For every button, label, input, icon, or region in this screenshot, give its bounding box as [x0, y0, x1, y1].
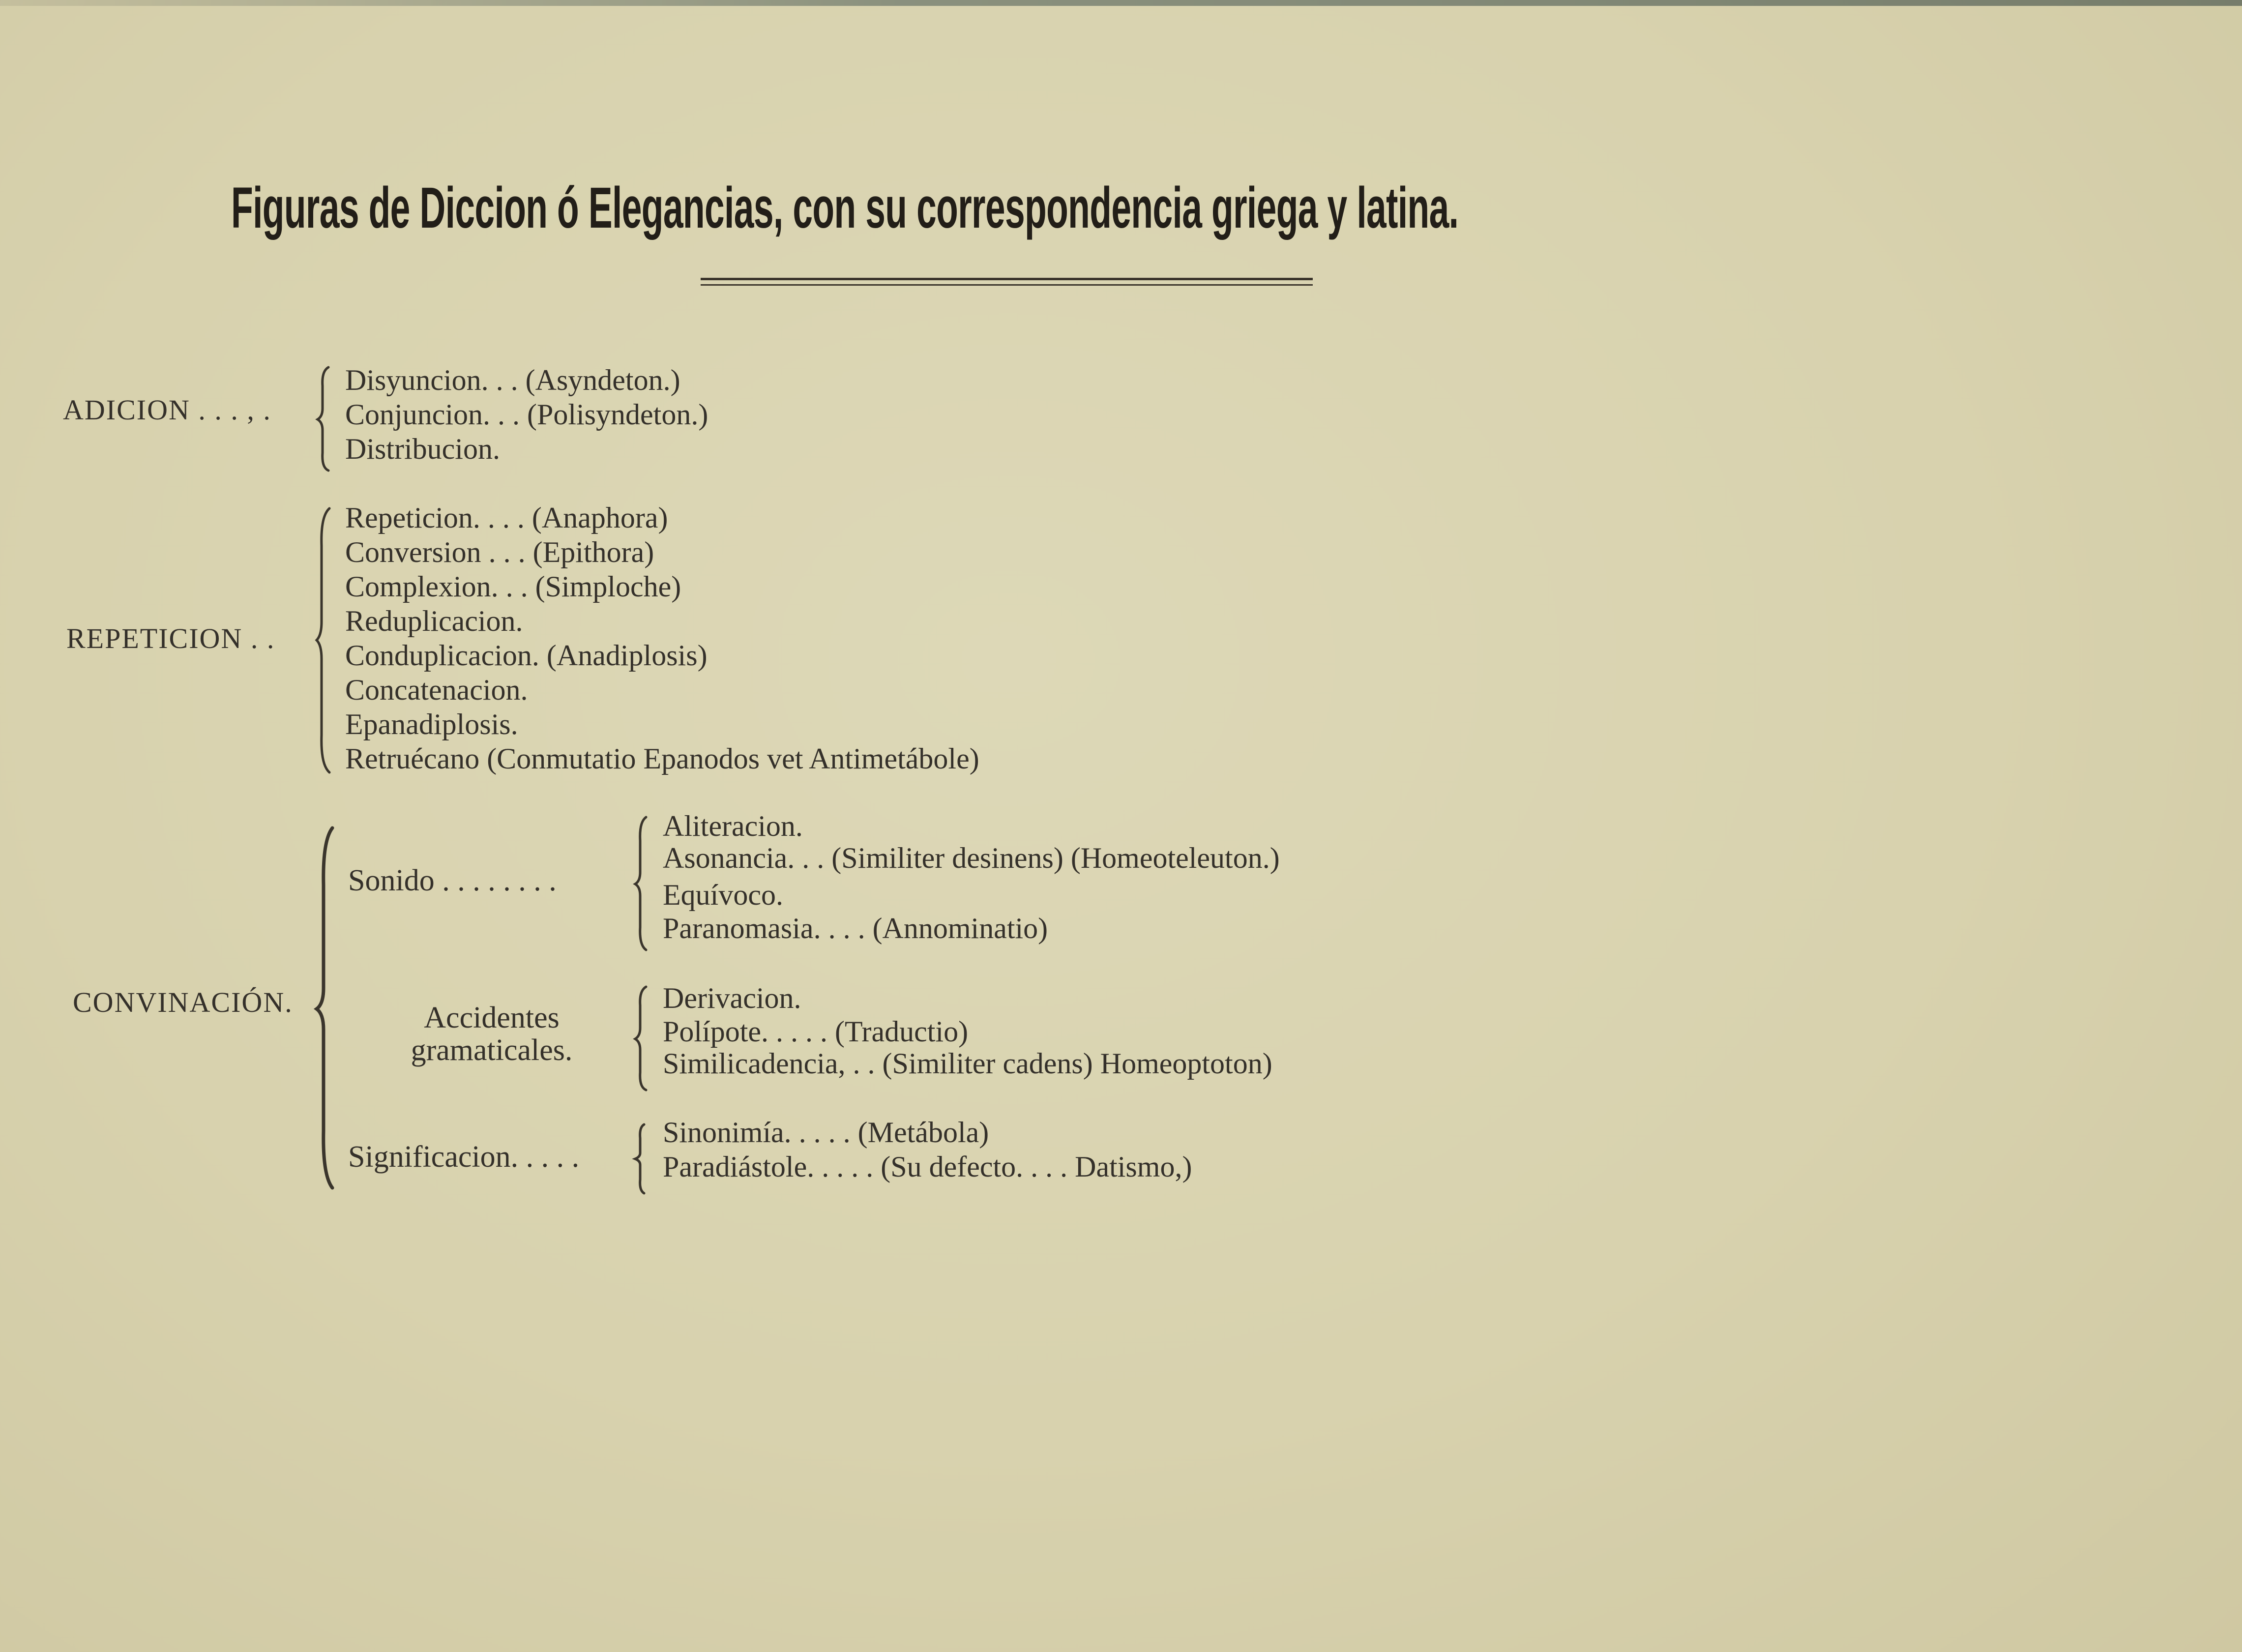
- brace-accidentes: [632, 986, 652, 1092]
- brace-sonido: [632, 816, 652, 951]
- brace-convinacion: [315, 826, 337, 1190]
- accidentes-label: [384, 1002, 600, 1066]
- page-title: Figuras de Diccion ó Elegancias, con su correspondencia griega y latina.: [231, 176, 1459, 240]
- significacion-item-2: Paradiástole. . . . . (Su defecto. . . . Datismo,): [663, 1150, 1192, 1183]
- repeticion-item-8: Retruécano (Conmutatio Epanodos vet Antimetábole): [345, 742, 979, 775]
- significacion-label: Significacion. . . . .: [348, 1140, 580, 1174]
- repeticion-item-6: Concatenacion.: [345, 674, 528, 706]
- repeticion-item-3: Complexion. . . (Simploche): [345, 570, 681, 603]
- accidentes-item-1: Derivacion.: [663, 982, 801, 1014]
- brace-repeticion: [315, 506, 334, 774]
- adicion-item-2: Conjuncion. . . (Polisyndeton.): [345, 398, 708, 431]
- adicion-item-3: Distribucion.: [345, 433, 500, 465]
- sonido-item-4: Paranomasia. . . . (Annominatio): [663, 912, 1048, 944]
- repeticion-item-4: Reduplicacion.: [345, 605, 523, 637]
- repeticion-item-1: Repeticion. . . . (Anaphora): [345, 502, 668, 534]
- sonido-item-1: Aliteracion.: [663, 810, 803, 842]
- repeticion-item-2: Conversion . . . (Epithora): [345, 536, 654, 568]
- category-adicion: ADICION . . . , .: [63, 394, 271, 426]
- adicion-item-1: Disyuncion. . . (Asyndeton.): [345, 364, 680, 396]
- repeticion-item-5: Conduplicacion. (Anadiplosis): [345, 639, 708, 672]
- accidentes-item-3: Similicadencia, . . (Similiter cadens) Homeoptoton): [663, 1047, 1272, 1080]
- sonido-item-2: Asonancia. . . (Similiter desinens) (Homeoteleuton.): [663, 842, 1280, 874]
- sonido-label: Sonido . . . . . . . .: [348, 864, 557, 897]
- category-convinacion: CONVINACIÓN.: [73, 986, 293, 1018]
- page-top-edge: [0, 0, 2242, 6]
- category-repeticion: REPETICION . .: [66, 622, 275, 654]
- title-underline: [701, 278, 1313, 280]
- title-underline-thin: [701, 284, 1313, 286]
- accidentes-label-line2: gramaticales.: [411, 1033, 573, 1067]
- sonido-item-3: Equívoco.: [663, 879, 783, 911]
- accidentes-item-2: Polípote. . . . . (Traductio): [663, 1015, 969, 1048]
- brace-significacion: [632, 1123, 652, 1195]
- repeticion-item-7: Epanadiplosis.: [345, 708, 518, 740]
- significacion-item-1: Sinonimía. . . . . (Metábola): [663, 1116, 989, 1149]
- accidentes-label-line1: Accidentes: [424, 1001, 560, 1034]
- brace-adicion: [315, 366, 334, 472]
